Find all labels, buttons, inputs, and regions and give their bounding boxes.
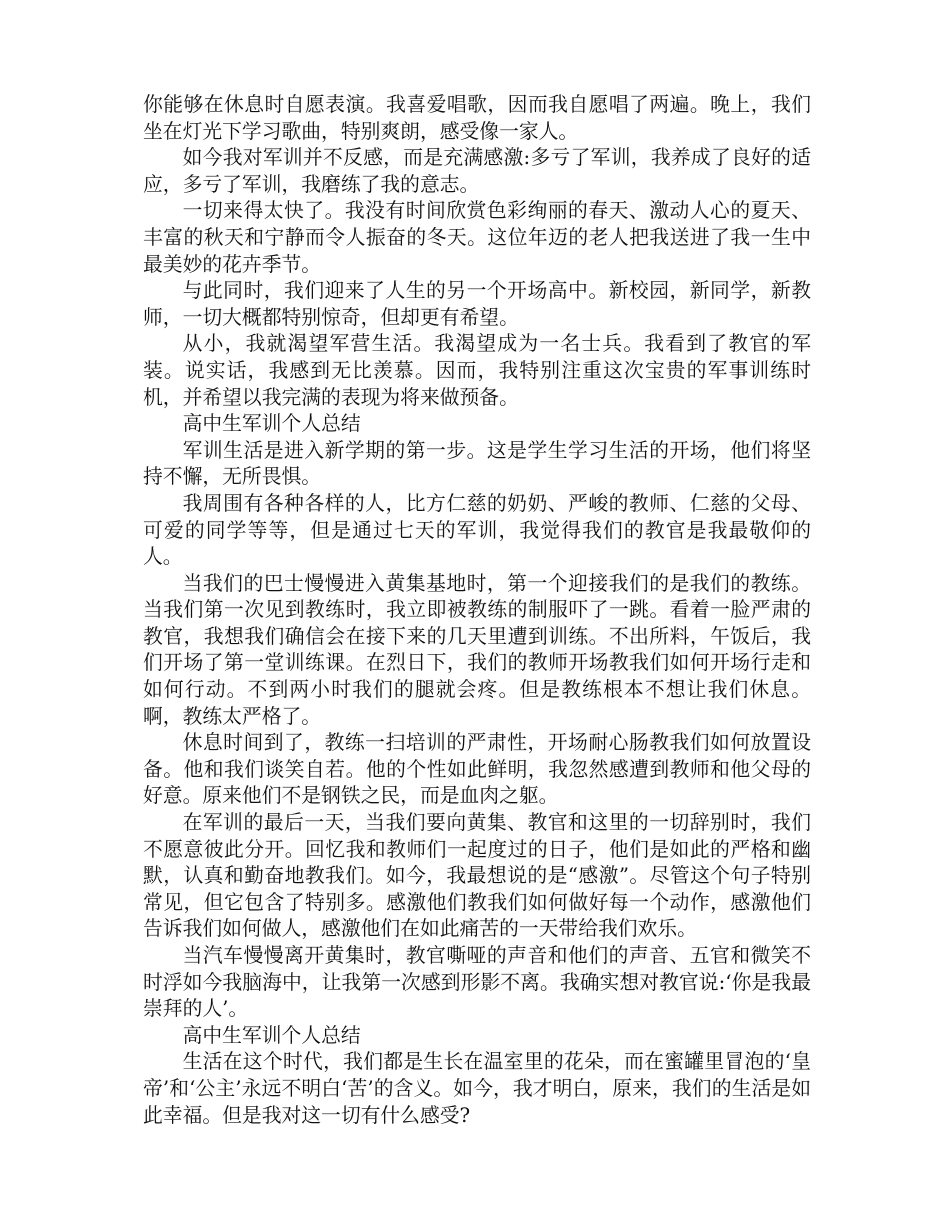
paragraph: 如今我对军训并不反感，而是充满感激:多亏了军训，我养成了良好的适应，多亏了军训，我磨练了我的意志。 [143, 146, 811, 196]
paragraph: 当汽车慢慢离开黄集时，教官嘶哑的声音和他们的声音、五官和微笑不时浮如今我脑海中，让我第一次感到形影不离。我确实想对教官说:‘你是我最崇拜的人’。 [143, 944, 811, 1021]
paragraph: 与此同时，我们迎来了人生的另一个开场高中。新校园，新同学，新教师，一切大概都特别惊奇，但却更有希望。 [143, 279, 811, 329]
paragraph: 当我们的巴士慢慢进入黄集基地时，第一个迎接我们的是我们的教练。当我们第一次见到教练时，我立即被教练的制服吓了一跳。看着一脸严肃的教官，我想我们确信会在接下来的几天里遭到训练。不出所料，午饭后，我们开场了第一堂训练课。在烈日下，我们的教师开场教我们如何开场行走和如何行动。不到两小时我们的腿就会疼。但是教练根本不想让我们休息。啊，教练太严格了。 [143, 571, 811, 728]
paragraph: 从小，我就渴望军营生活。我渴望成为一名士兵。我看到了教官的军装。说实话，我感到无比羡慕。因而，我特别注重这次宝贵的军事训练时机，并希望以我完满的表现为将来做预备。 [143, 332, 811, 409]
document-body [143, 92, 811, 1129]
paragraph: 我周围有各种各样的人，比方仁慈的奶奶、严峻的教师、仁慈的父母、可爱的同学等等，但是通过七天的军训，我觉得我们的教官是我最敬仰的人。 [143, 491, 811, 569]
section-heading: 高中生军训个人总结 [182, 412, 361, 436]
paragraph: 休息时间到了，教练一扫培训的严肃性，开场耐心肠教我们如何放置设备。他和我们谈笑自若。他的个性如此鲜明，我忽然感遭到教师和他父母的好意。原来他们不是钢铁之民，而是血肉之躯。 [143, 731, 811, 808]
paragraph: 军训生活是进入新学期的第一步。这是学生学习生活的开场，他们将坚持不懈，无所畏惧。 [143, 438, 811, 489]
section-heading: 高中生军训个人总结 [182, 1023, 361, 1047]
paragraph: 在军训的最后一天，当我们要向黄集、教官和这里的一切辞别时，我们不愿意彼此分开。回忆我和教师们一起度过的日子，他们是如此的严格和幽默，认真和勤奋地教我们。如今，我最想说的是“感激”。尽管这个句子特别常见，但它包含了特别多。感激他们教我们如何做好每一个动作，感激他们告诉我们如何做人，感激他们在如此痛苦的一天带给我们欢乐。 [143, 811, 811, 941]
paragraph: 一切来得太快了。我没有时间欣赏色彩绚丽的春天、激动人心的夏天、丰富的秋天和宁静而令人振奋的冬天。这位年迈的老人把我送进了我一生中最美妙的花卉季节。 [143, 199, 811, 276]
paragraph: 生活在这个时代，我们都是生长在温室里的花朵，而在蜜罐里冒泡的‘皇帝’和‘公主’永远不明白‘苦’的含义。如今，我才明白，原来，我们的生活是如此幸福。但是我对这一切有什么感受? [143, 1050, 811, 1127]
paragraph: 你能够在休息时自愿表演。我喜爱唱歌，因而我自愿唱了两遍。晚上，我们坐在灯光下学习歌曲，特别爽朗，感受像一家人。 [143, 93, 811, 143]
